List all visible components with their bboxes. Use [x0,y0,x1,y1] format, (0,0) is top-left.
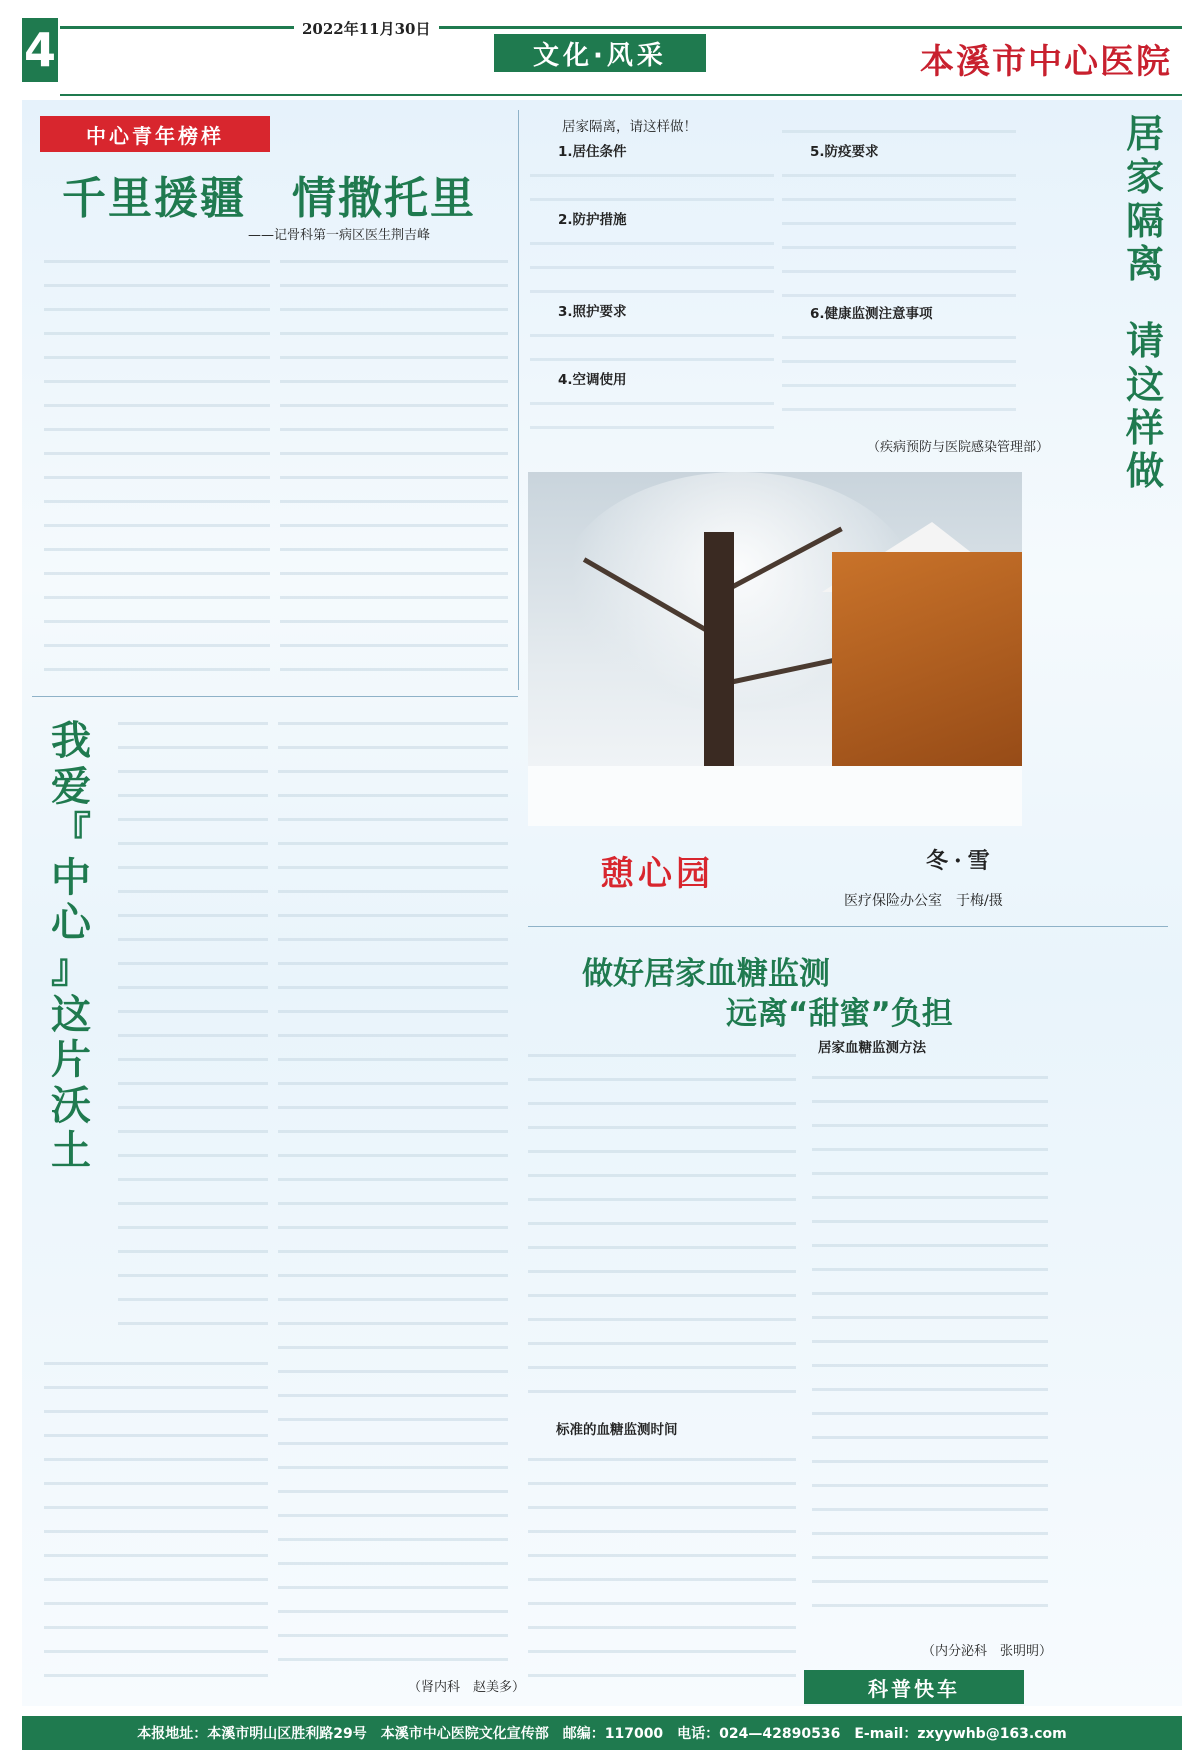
winter-snow-photo [528,472,1022,826]
heading-prevention: 5.防疫要求 [810,144,879,160]
masthead-bottom-rule [60,94,1182,96]
hospital-logo-text: 本溪市中心医院 [920,42,1172,82]
article-title: 千里援疆 情撒托里 [62,173,476,224]
blood-sugar-body-col-1 [528,1040,796,1410]
newspaper-page [22,100,1182,1706]
love-article-title: 我 爱 『 中 心 』 这 片 沃 土 [51,717,91,1175]
article-body-col-1 [44,246,270,686]
blood-sugar-subheading-method: 居家血糖监测方法 [818,1040,926,1056]
love-body-col-2 [278,708,508,1666]
row-divider-right [528,926,1168,927]
home-quarantine-credit: （疾病预防与医院感染管理部） [867,440,1050,455]
heading-care: 3.照护要求 [558,304,627,321]
heading-aircon: 4.空调使用 [558,372,627,389]
masthead-top-rule [60,26,1182,29]
page-number: 4 [22,18,58,82]
blood-sugar-title-2: 远离“甜蜜”负担 [726,996,953,1032]
home-quarantine-lead: 居家隔离，请这样做！ [562,119,697,135]
home-quarantine-col-2 [782,116,1016,418]
article-subtitle: ——记骨科第一病区医生荆吉峰 [248,228,431,243]
issue-date: 2022年11月30日 [294,18,439,39]
row-divider-left [32,696,518,697]
blood-sugar-credit: （内分泌科 张明明） [922,1644,1053,1659]
heading-protection: 2.防护措施 [558,212,627,229]
section-tab: 文化·风采 [494,34,706,72]
love-article-credit: （肾内科 赵美多） [408,1680,526,1695]
love-body-col-1a [118,708,268,1338]
photo-title: 冬·雪 [926,848,996,874]
blood-sugar-title-1: 做好居家血糖监测 [582,956,830,992]
photo-credit: 医疗保险办公室 于梅/摄 [844,893,1003,909]
column-tag: 科普快车 [804,1670,1024,1704]
heading-living: 1.居住条件 [558,144,627,161]
garden-title: 憩心园 [600,854,714,894]
article-body-col-2 [280,246,508,686]
love-body-col-1b [44,1348,268,1696]
article-kicker: 中心青年榜样 [40,116,270,152]
blood-sugar-body-col-2 [812,1062,1048,1628]
home-quarantine-title: 居 家 隔 离 请 这 样 做 [1125,111,1164,494]
blood-sugar-body-col-1b [528,1444,796,1696]
home-quarantine-col-1 [530,116,774,434]
heading-monitoring: 6.健康监测注意事项 [810,306,933,322]
blood-sugar-subheading-standard: 标准的血糖监测时间 [556,1422,678,1438]
footer-address-bar: 本报地址：本溪市明山区胜利路29号 本溪市中心医院文化宣传部 邮编：117000 电话：024—42890536 E-mail：zxyywhb@163.com [22,1716,1182,1750]
